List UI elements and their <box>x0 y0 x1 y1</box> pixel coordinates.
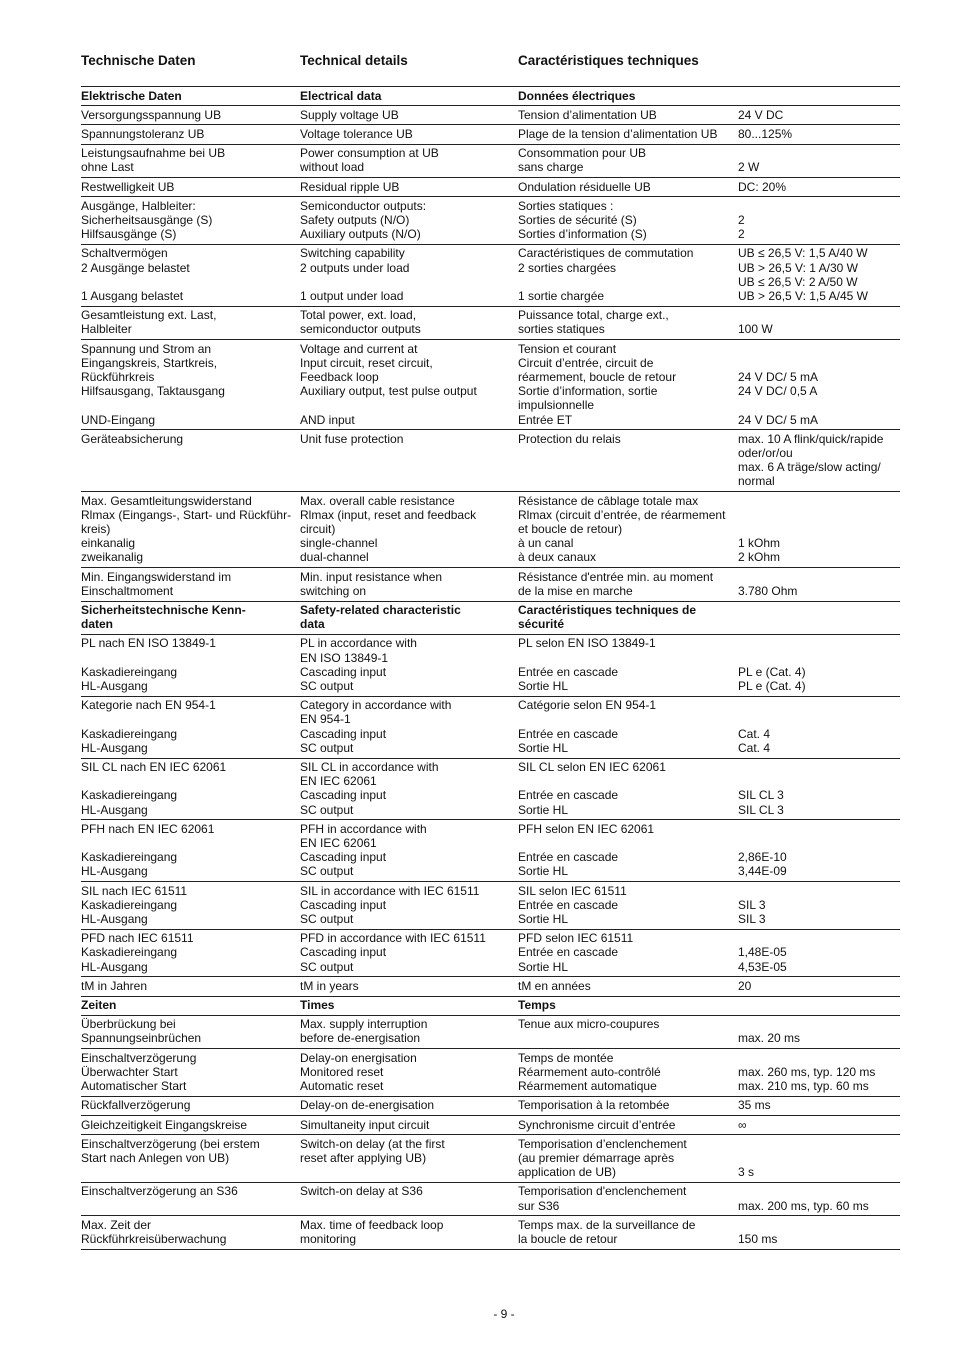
cell-german: Einschaltverzögerung (bei erstem Start nach Anlegen von UB) <box>81 1135 300 1183</box>
table-row <box>81 244 900 306</box>
cell-german: PFH nach EN IEC 62061 Kaskadiereingang HL-Ausgang <box>81 820 300 882</box>
cell-german: Max. Zeit der Rückführkreisüberwachung <box>81 1216 300 1249</box>
cell-english: Switching capability 2 outputs under load 1 output under load <box>300 244 518 306</box>
cell-french: Données électriques <box>518 87 738 106</box>
cell-english: Electrical data <box>300 87 518 106</box>
cell-french: SIL selon IEC 61511 Entrée en cascade Sortie HL <box>518 882 738 930</box>
cell-value: max. 10 A flink/quick/rapide oder/or/ou max. 6 A träge/slow acting/ normal <box>738 430 900 492</box>
cell-value <box>738 996 900 1015</box>
cell-french: Temps de montée Réarmement auto-contrôlé Réarmement automatique <box>518 1049 738 1097</box>
column-headers <box>81 52 900 86</box>
header-value <box>738 52 900 86</box>
cell-value: Cat. 4 Cat. 4 <box>738 696 900 758</box>
table-row <box>81 758 900 820</box>
table-row <box>81 1096 900 1115</box>
cell-english: Delay-on de-energisation <box>300 1096 518 1115</box>
cell-english: Power consumption at UB without load <box>300 144 518 177</box>
cell-german: Leistungsaufnahme bei UB ohne Last <box>81 144 300 177</box>
cell-french: Temporisation d’enclenchement (au premier démarrage après application de UB) <box>518 1135 738 1183</box>
cell-english: Total power, ext. load, semiconductor outputs <box>300 306 518 339</box>
cell-english: Unit fuse protection <box>300 430 518 492</box>
cell-german: Elektrische Daten <box>81 87 300 106</box>
section-header-row <box>81 601 900 634</box>
cell-german: Max. Gesamtleitungswiderstand Rlmax (Eingangs-, Start- und Rückführ- kreis) einkanalig zweikanalig <box>81 492 300 568</box>
cell-french: PFD selon IEC 61511 Entrée en cascade Sortie HL <box>518 929 738 977</box>
cell-french: Caractéristiques de commutation 2 sorties chargées 1 sortie chargée <box>518 244 738 306</box>
cell-value: 1,48E-05 4,53E-05 <box>738 929 900 977</box>
table-row <box>81 1135 900 1183</box>
cell-english: Category in accordance with EN 954-1 Cascading input SC output <box>300 696 518 758</box>
cell-french: tM en années <box>518 977 738 996</box>
cell-english: Max. supply interruption before de-energisation <box>300 1015 518 1048</box>
cell-value: max. 200 ms, typ. 60 ms <box>738 1182 900 1215</box>
header-english: Technical details <box>300 53 408 68</box>
cell-french: Plage de la tension d’alimentation UB <box>518 125 738 144</box>
cell-value: 2 W <box>738 144 900 177</box>
table-row <box>81 1049 900 1097</box>
cell-french: Tension d’alimentation UB <box>518 106 738 125</box>
cell-value: ∞ <box>738 1116 900 1135</box>
table-row <box>81 882 900 930</box>
cell-french: PL selon EN ISO 13849-1 Entrée en cascade Sortie HL <box>518 634 738 696</box>
cell-german: Ausgänge, Halbleiter: Sicherheitsausgänge (S) Hilfsausgänge (S) <box>81 197 300 245</box>
cell-german: Rückfallverzögerung <box>81 1096 300 1115</box>
cell-value: SIL CL 3 SIL CL 3 <box>738 758 900 820</box>
cell-french: Tension et courant Circuit d’entrée, circuit de réarmement, boucle de retour Sortie d’information, sortie impulsionnelle Entrée ET <box>518 340 738 430</box>
cell-english: Times <box>300 996 518 1015</box>
cell-german: SIL nach IEC 61511 Kaskadiereingang HL-Ausgang <box>81 882 300 930</box>
cell-french: Temporisation d'enclenchement sur S36 <box>518 1182 738 1215</box>
cell-english: Supply voltage UB <box>300 106 518 125</box>
cell-french: Résistance d'entrée min. au moment de la mise en marche <box>518 568 738 601</box>
cell-french: Catégorie selon EN 954-1 Entrée en cascade Sortie HL <box>518 696 738 758</box>
cell-value: DC: 20% <box>738 178 900 197</box>
cell-value: 150 ms <box>738 1216 900 1249</box>
cell-french: Caractéristiques techniques de sécurité <box>518 601 738 634</box>
cell-german: PL nach EN ISO 13849-1 Kaskadiereingang HL-Ausgang <box>81 634 300 696</box>
table-row <box>81 1216 900 1249</box>
table-row <box>81 492 900 568</box>
cell-french: PFH selon EN IEC 62061 Entrée en cascade Sortie HL <box>518 820 738 882</box>
spec-page <box>81 52 900 1250</box>
cell-german: Min. Eingangswiderstand im Einschaltmoment <box>81 568 300 601</box>
header-german: Technische Daten <box>81 53 196 68</box>
cell-value: 80...125% <box>738 125 900 144</box>
table-row <box>81 1182 900 1215</box>
cell-english: Max. time of feedback loop monitoring <box>300 1216 518 1249</box>
cell-german: Gleichzeitigkeit Eingangskreise <box>81 1116 300 1135</box>
table-row <box>81 197 900 245</box>
cell-english: Max. overall cable resistance Rlmax (input, reset and feedback circuit) single-channel dual-channel <box>300 492 518 568</box>
cell-german: SIL CL nach EN IEC 62061 Kaskadiereingang HL-Ausgang <box>81 758 300 820</box>
cell-value: 35 ms <box>738 1096 900 1115</box>
table-row <box>81 568 900 601</box>
table-row <box>81 634 900 696</box>
cell-french: Résistance de câblage totale max Rlmax (circuit d’entrée, de réarmement et boucle de retour) à un canal à deux canaux <box>518 492 738 568</box>
cell-german: Überbrückung bei Spannungseinbrüchen <box>81 1015 300 1048</box>
cell-french: Tenue aux micro-coupures <box>518 1015 738 1048</box>
cell-french: Protection du relais <box>518 430 738 492</box>
cell-french: Synchronisme circuit d’entrée <box>518 1116 738 1135</box>
cell-german: Spannungstoleranz UB <box>81 125 300 144</box>
cell-value <box>738 601 900 634</box>
cell-english: Simultaneity input circuit <box>300 1116 518 1135</box>
cell-english: Switch-on delay (at the first reset after applying UB) <box>300 1135 518 1183</box>
cell-english: Voltage tolerance UB <box>300 125 518 144</box>
cell-english: PFH in accordance with EN IEC 62061 Cascading input SC output <box>300 820 518 882</box>
cell-french: Sorties statiques : Sorties de sécurité (S) Sorties d’information (S) <box>518 197 738 245</box>
table-row <box>81 430 900 492</box>
cell-french: Ondulation résiduelle UB <box>518 178 738 197</box>
cell-french: Temps max. de la surveillance de la boucle de retour <box>518 1216 738 1249</box>
cell-french: Temps <box>518 996 738 1015</box>
table-row <box>81 929 900 977</box>
cell-value: 3 s <box>738 1135 900 1183</box>
cell-german: Gesamtleistung ext. Last, Halbleiter <box>81 306 300 339</box>
cell-english: Safety-related characteristic data <box>300 601 518 634</box>
cell-english: SIL in accordance with IEC 61511 Cascading input SC output <box>300 882 518 930</box>
table-row <box>81 144 900 177</box>
table-row <box>81 1015 900 1048</box>
cell-english: Residual ripple UB <box>300 178 518 197</box>
cell-english: Delay-on energisation Monitored reset Automatic reset <box>300 1049 518 1097</box>
cell-english: Switch-on delay at S36 <box>300 1182 518 1215</box>
cell-german: Schaltvermögen 2 Ausgänge belastet 1 Ausgang belastet <box>81 244 300 306</box>
table-row <box>81 178 900 197</box>
cell-value: 2,86E-10 3,44E-09 <box>738 820 900 882</box>
page-number: - 9 - <box>493 1307 515 1321</box>
cell-value: max. 260 ms, typ. 120 ms max. 210 ms, typ. 60 ms <box>738 1049 900 1097</box>
cell-value: 1 kOhm 2 kOhm <box>738 492 900 568</box>
cell-german: Einschaltverzögerung an S36 <box>81 1182 300 1215</box>
cell-english: Min. input resistance when switching on <box>300 568 518 601</box>
table-row <box>81 1116 900 1135</box>
cell-german: Einschaltverzögerung Überwachter Start Automatischer Start <box>81 1049 300 1097</box>
cell-value <box>738 87 900 106</box>
table-row <box>81 696 900 758</box>
cell-french: Consommation pour UB sans charge <box>518 144 738 177</box>
cell-german: Restwelligkeit UB <box>81 178 300 197</box>
cell-german: Kategorie nach EN 954-1 Kaskadiereingang HL-Ausgang <box>81 696 300 758</box>
cell-english: tM in years <box>300 977 518 996</box>
cell-english: SIL CL in accordance with EN IEC 62061 Cascading input SC output <box>300 758 518 820</box>
cell-english: PL in accordance with EN ISO 13849-1 Cascading input SC output <box>300 634 518 696</box>
spec-table-body <box>81 87 900 1250</box>
cell-german: Spannung und Strom an Eingangskreis, Startkreis, Rückführkreis Hilfsausgang, Taktausgang UND-Eingang <box>81 340 300 430</box>
table-row <box>81 106 900 125</box>
cell-value: UB ≤ 26,5 V: 1,5 A/40 W UB > 26,5 V: 1 A/30 W UB ≤ 26,5 V: 2 A/50 W UB > 26,5 V: 1,5 A/45 W <box>738 244 900 306</box>
cell-french: Temporisation à la retombée <box>518 1096 738 1115</box>
cell-german: PFD nach IEC 61511 Kaskadiereingang HL-Ausgang <box>81 929 300 977</box>
table-row <box>81 977 900 996</box>
cell-german: tM in Jahren <box>81 977 300 996</box>
cell-value: SIL 3 SIL 3 <box>738 882 900 930</box>
cell-value: 2 2 <box>738 197 900 245</box>
table-row <box>81 820 900 882</box>
cell-value: 100 W <box>738 306 900 339</box>
cell-german: Geräteabsicherung <box>81 430 300 492</box>
cell-value: 24 V DC/ 5 mA 24 V DC/ 0,5 A 24 V DC/ 5 mA <box>738 340 900 430</box>
cell-english: Voltage and current at Input circuit, reset circuit, Feedback loop Auxiliary output, test pulse output AND input <box>300 340 518 430</box>
header-french: Caractéristiques techniques <box>518 53 699 68</box>
cell-english: PFD in accordance with IEC 61511 Cascading input SC output <box>300 929 518 977</box>
cell-english: Semiconductor outputs: Safety outputs (N/O) Auxiliary outputs (N/O) <box>300 197 518 245</box>
table-row <box>81 340 900 430</box>
section-header-row <box>81 87 900 106</box>
cell-value: 20 <box>738 977 900 996</box>
table-row <box>81 125 900 144</box>
spec-table <box>81 86 900 1250</box>
cell-value: 3.780 Ohm <box>738 568 900 601</box>
section-header-row <box>81 996 900 1015</box>
table-row <box>81 306 900 339</box>
cell-value: PL e (Cat. 4) PL e (Cat. 4) <box>738 634 900 696</box>
cell-value: max. 20 ms <box>738 1015 900 1048</box>
cell-german: Versorgungsspannung UB <box>81 106 300 125</box>
cell-german: Sicherheitstechnische Kenn- daten <box>81 601 300 634</box>
cell-french: SIL CL selon EN IEC 62061 Entrée en cascade Sortie HL <box>518 758 738 820</box>
cell-german: Zeiten <box>81 996 300 1015</box>
cell-french: Puissance total, charge ext., sorties statiques <box>518 306 738 339</box>
cell-value: 24 V DC <box>738 106 900 125</box>
